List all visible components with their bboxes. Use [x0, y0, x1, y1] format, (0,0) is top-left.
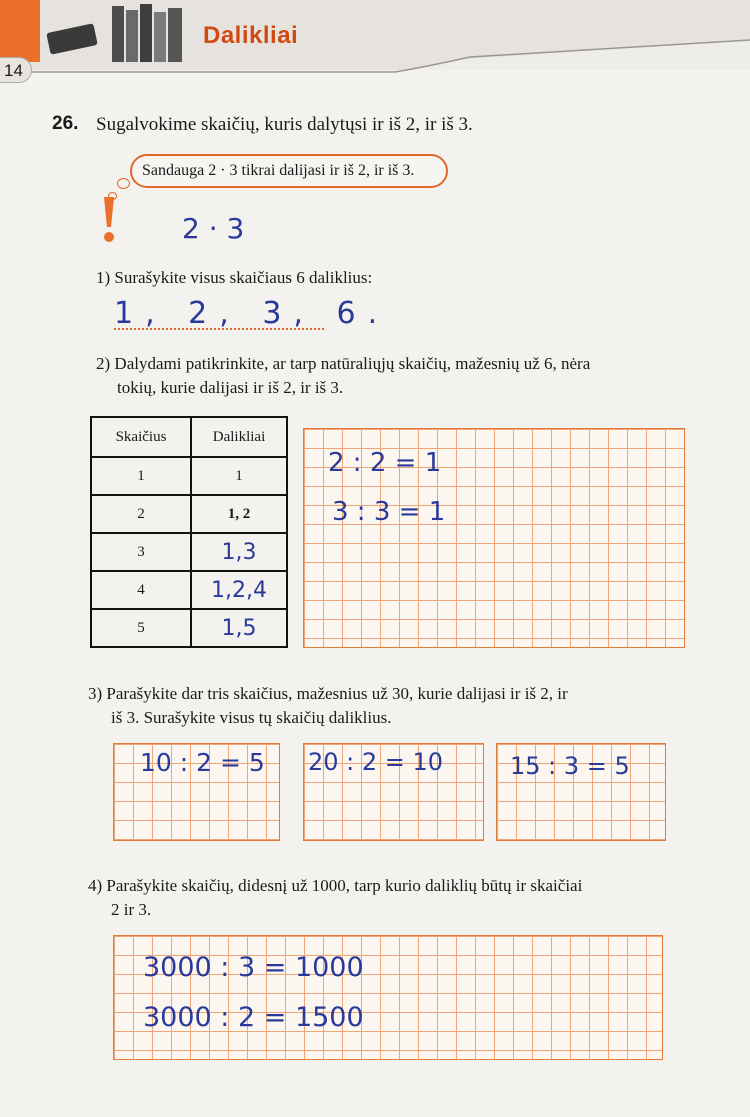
exclamation-icon: [96, 195, 122, 245]
page-number: 14: [0, 57, 32, 83]
hint-bubble: Sandauga 2 · 3 tikrai dalijasi ir iš 2, ir iš 3.: [130, 154, 448, 188]
table-row: [91, 609, 287, 647]
q2-work-line: 2 : 2 = 1: [328, 448, 442, 478]
question-4-text-line1: 4) Parašykite skaičių, didesnį už 1000, tarp kurio daliklių būtų ir skaičiai: [88, 876, 583, 895]
table-cell-divisors: 1,2,4: [191, 571, 287, 609]
table-row: [91, 457, 287, 495]
table-row: [91, 495, 287, 533]
question-4-text-line2: 2 ir 3.: [111, 900, 152, 919]
q3-work-line: 10 : 2 = 5: [140, 748, 265, 777]
table-cell-divisors: 1: [191, 457, 287, 495]
task-number: 26.: [52, 113, 79, 134]
divisors-table: [90, 416, 288, 648]
question-1-answer: 1, 2, 3, 6.: [114, 296, 390, 331]
table-cell-number: 5: [91, 609, 191, 647]
page-header: [0, 0, 750, 95]
table-cell-number: 4: [91, 571, 191, 609]
q4-work-line: 3000 : 2 = 1500: [143, 1002, 364, 1033]
task-statement: Sugalvokime skaičių, kuris dalytųsi ir iš 2, ir iš 3.: [96, 114, 473, 135]
table-cell-divisors: 1, 2: [191, 495, 287, 533]
question-3-text-line1: 3) Parašykite dar tris skaičius, mažesnius už 30, kurie dalijasi ir iš 2, ir: [88, 684, 568, 703]
header-banner-graphic: [0, 0, 750, 95]
answer-dotted-line: [114, 328, 324, 330]
table-row: [91, 533, 287, 571]
question-2-text-line1: 2) Dalydami patikrinkite, ar tarp natūraliųjų skaičių, mažesnių už 6, nėra: [96, 354, 591, 373]
table-cell-divisors: 1,5: [191, 609, 287, 647]
table-cell-number: 1: [91, 457, 191, 495]
question-1-text: 1) Surašykite visus skaičiaus 6 daliklius:: [96, 268, 373, 287]
table-cell-number: 2: [91, 495, 191, 533]
q2-work-line: 3 : 3 = 1: [332, 497, 446, 527]
table-header-number: Skaičius: [91, 417, 191, 457]
q3-work-line: 20 : 2 = 10: [308, 748, 444, 776]
question-2-text-line2: tokių, kurie dalijasi ir iš 2, ir iš 3.: [117, 378, 344, 397]
table-cell-number: 3: [91, 533, 191, 571]
q4-work-line: 3000 : 3 = 1000: [143, 952, 364, 983]
table-header-divisors: Dalikliai: [191, 417, 287, 457]
handwritten-product: 2 · 3: [182, 212, 245, 245]
q3-work-line: 15 : 3 = 5: [510, 752, 630, 780]
chapter-title: Dalikliai: [203, 22, 299, 49]
table-cell-divisors: 1,3: [191, 533, 287, 571]
question-3-text-line2: iš 3. Surašykite visus tų skaičių daliklius.: [111, 708, 392, 727]
table-row: [91, 571, 287, 609]
thought-dot: [117, 178, 130, 189]
